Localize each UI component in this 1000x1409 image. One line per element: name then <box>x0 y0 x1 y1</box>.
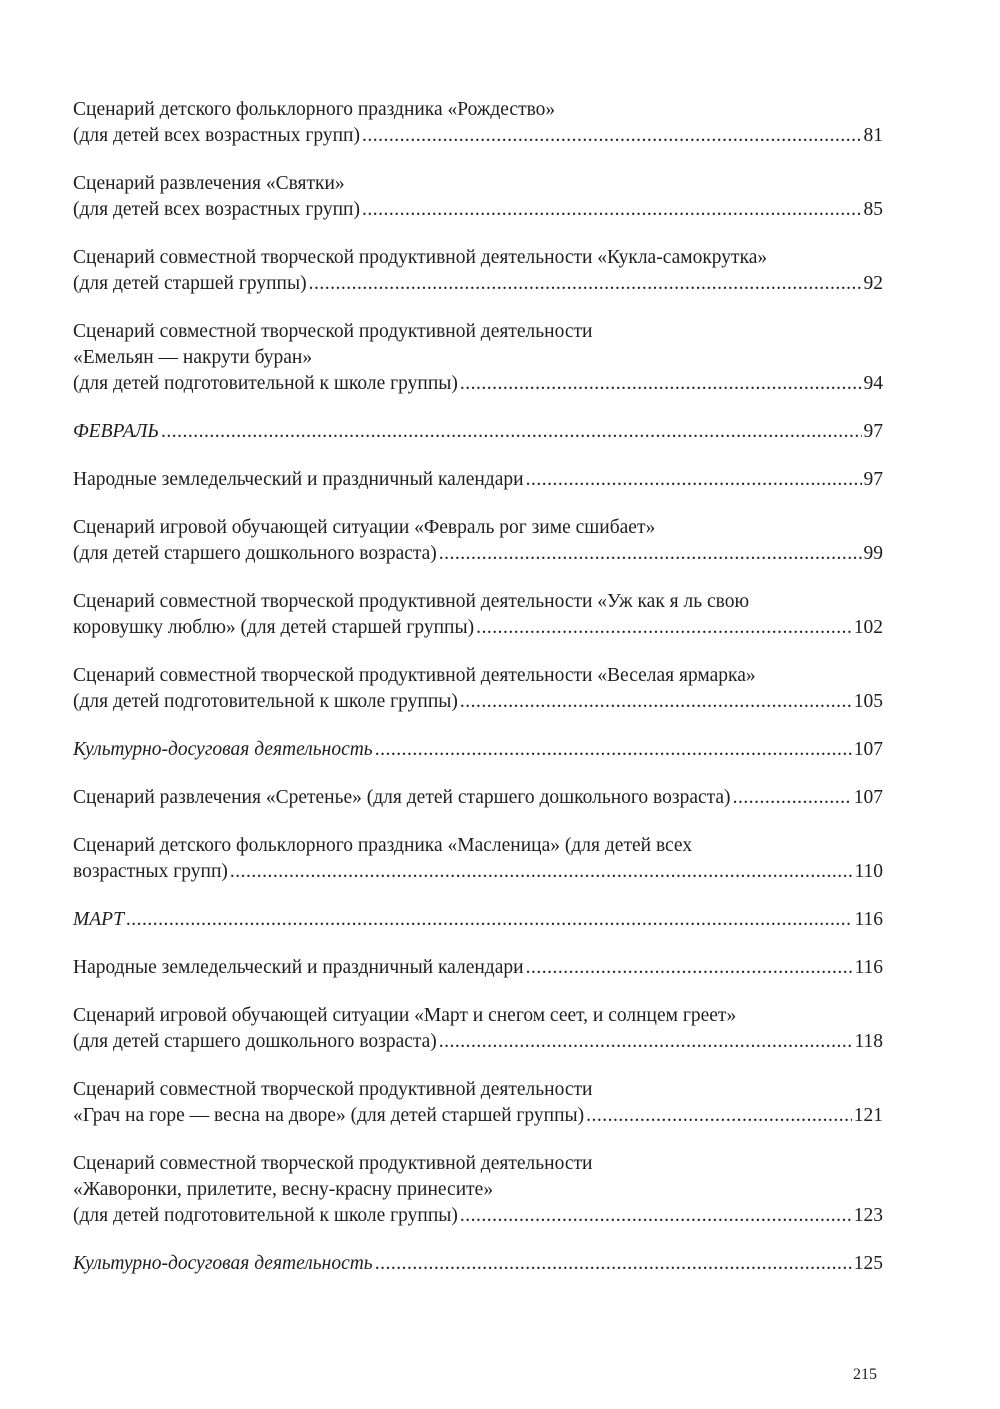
toc-entry <box>73 515 883 567</box>
toc-entry-leader-line <box>73 615 883 641</box>
toc-entry <box>73 907 883 933</box>
dot-leader <box>439 1029 853 1055</box>
toc-entry-leader-line <box>73 689 883 715</box>
dot-leader <box>126 907 853 933</box>
toc-entry <box>73 663 883 715</box>
toc-entry-leader-line <box>73 123 883 149</box>
toc-entry <box>73 737 883 763</box>
toc-entry-title: коровушку люблю» (для детей старшей группы) <box>73 617 475 638</box>
toc-page-number: 121 <box>853 1105 883 1126</box>
toc-entry <box>73 1003 883 1055</box>
dot-leader <box>309 271 862 297</box>
toc-entry <box>73 955 883 981</box>
toc-entry <box>73 419 883 445</box>
dot-leader <box>375 1251 852 1277</box>
toc-entry-leader-line <box>73 859 883 885</box>
toc-entry <box>73 1251 883 1277</box>
toc-entry-title: (для детей всех возрастных групп) <box>73 125 360 146</box>
toc-entry-line: Сценарий игровой обучающей ситуации «Февраль рог зиме сшибает» <box>73 517 656 538</box>
toc-page-number: 92 <box>863 273 883 294</box>
toc-entry-title: (для детей старшего дошкольного возраста) <box>73 543 437 564</box>
dot-leader <box>460 1203 852 1229</box>
toc-entry-leader-line <box>73 1251 883 1277</box>
toc-entry <box>73 171 883 223</box>
dot-leader <box>476 615 852 641</box>
dot-leader <box>230 859 853 885</box>
toc-entry-leader-line <box>73 197 883 223</box>
toc-entry-line: «Жаворонки, прилетите, весну-красну принесите» <box>73 1179 494 1200</box>
toc-entry <box>73 589 883 641</box>
toc-entry-title: «Грач на горе — весна на дворе» (для детей старшей группы) <box>73 1105 585 1126</box>
dot-leader <box>526 467 862 493</box>
toc-entry-line: Сценарий игровой обучающей ситуации «Март и снегом сеет, и солнцем греет» <box>73 1005 737 1026</box>
toc-entry-title: Культурно-досуговая деятельность <box>73 1253 373 1274</box>
toc-entry <box>73 319 883 397</box>
toc-entry-title: (для детей всех возрастных групп) <box>73 199 360 220</box>
toc-entry-line: Сценарий совместной творческой продуктивной деятельности «Уж как я ль свою <box>73 591 750 612</box>
dot-leader <box>526 955 853 981</box>
toc-entry-title: (для детей старшего дошкольного возраста) <box>73 1031 437 1052</box>
toc-entry-leader-line <box>73 737 883 763</box>
toc-page-number: 116 <box>854 909 883 930</box>
toc-page-number: 107 <box>853 787 883 808</box>
toc-entry-leader-line <box>73 541 883 567</box>
toc-page-number: 99 <box>863 543 883 564</box>
toc-entry <box>73 1151 883 1229</box>
table-of-contents <box>73 97 883 1299</box>
toc-entry-line: «Емельян — накрути буран» <box>73 347 313 368</box>
toc-entry-line: Сценарий детского фольклорного праздника «Рождество» <box>73 99 556 120</box>
toc-entry-title: ФЕВРАЛЬ <box>73 421 159 442</box>
dot-leader <box>161 419 862 445</box>
toc-entry-leader-line <box>73 907 883 933</box>
toc-entry-leader-line <box>73 1103 883 1129</box>
toc-page-number: 125 <box>853 1253 883 1274</box>
toc-entry-line: Сценарий совместной творческой продуктивной деятельности <box>73 1153 593 1174</box>
dot-leader <box>362 123 862 149</box>
toc-entry-title: Народные земледельческий и праздничный календари <box>73 957 524 978</box>
toc-entry-leader-line <box>73 1029 883 1055</box>
toc-entry-title: МАРТ <box>73 909 124 930</box>
toc-entry-title: возрастных групп) <box>73 861 228 882</box>
toc-page-number: 123 <box>853 1205 883 1226</box>
toc-entry-title: Народные земледельческий и праздничный календари <box>73 469 524 490</box>
toc-entry-line: Сценарий развлечения «Святки» <box>73 173 345 194</box>
dot-leader <box>460 371 862 397</box>
toc-entry <box>73 833 883 885</box>
dot-leader <box>439 541 862 567</box>
toc-page-number: 81 <box>863 125 883 146</box>
toc-entry-line: Сценарий совместной творческой продуктивной деятельности «Кукла-самокрутка» <box>73 247 768 268</box>
toc-entry-line: Сценарий детского фольклорного праздника «Масленица» (для детей всех <box>73 835 693 856</box>
toc-entry-leader-line <box>73 955 883 981</box>
toc-entry-title: (для детей подготовительной к школе группы) <box>73 373 458 394</box>
toc-entry <box>73 97 883 149</box>
toc-entry-leader-line <box>73 1203 883 1229</box>
toc-page-number: 105 <box>853 691 883 712</box>
toc-entry-leader-line <box>73 467 883 493</box>
dot-leader <box>375 737 852 763</box>
toc-page-number: 118 <box>854 1031 883 1052</box>
dot-leader <box>733 785 852 811</box>
toc-entry-leader-line <box>73 371 883 397</box>
toc-entry-leader-line <box>73 271 883 297</box>
toc-entry <box>73 245 883 297</box>
toc-entry-line: Сценарий совместной творческой продуктивной деятельности <box>73 1079 593 1100</box>
toc-page-number: 110 <box>854 861 883 882</box>
toc-page-number: 94 <box>863 373 883 394</box>
toc-entry <box>73 785 883 811</box>
toc-entry-title: (для детей подготовительной к школе группы) <box>73 691 458 712</box>
toc-page-number: 85 <box>863 199 883 220</box>
toc-entry-leader-line <box>73 785 883 811</box>
toc-entry-line: Сценарий совместной творческой продуктивной деятельности <box>73 321 593 342</box>
toc-entry-leader-line <box>73 419 883 445</box>
toc-entry-line: Сценарий совместной творческой продуктивной деятельности «Веселая ярмарка» <box>73 665 756 686</box>
toc-page-number: 102 <box>853 617 883 638</box>
toc-entry-title: (для детей подготовительной к школе группы) <box>73 1205 458 1226</box>
dot-leader <box>460 689 852 715</box>
dot-leader <box>362 197 862 223</box>
page-number: 215 <box>853 1366 877 1383</box>
toc-entry-title: Культурно-досуговая деятельность <box>73 739 373 760</box>
toc-entry-title: (для детей старшей группы) <box>73 273 307 294</box>
toc-page-number: 97 <box>863 421 883 442</box>
toc-entry-title: Сценарий развлечения «Сретенье» (для детей старшего дошкольного возраста) <box>73 787 731 808</box>
toc-entry <box>73 467 883 493</box>
toc-entry <box>73 1077 883 1129</box>
toc-page-number: 97 <box>863 469 883 490</box>
toc-page-number: 107 <box>853 739 883 760</box>
dot-leader <box>586 1103 852 1129</box>
toc-page-number: 116 <box>854 957 883 978</box>
